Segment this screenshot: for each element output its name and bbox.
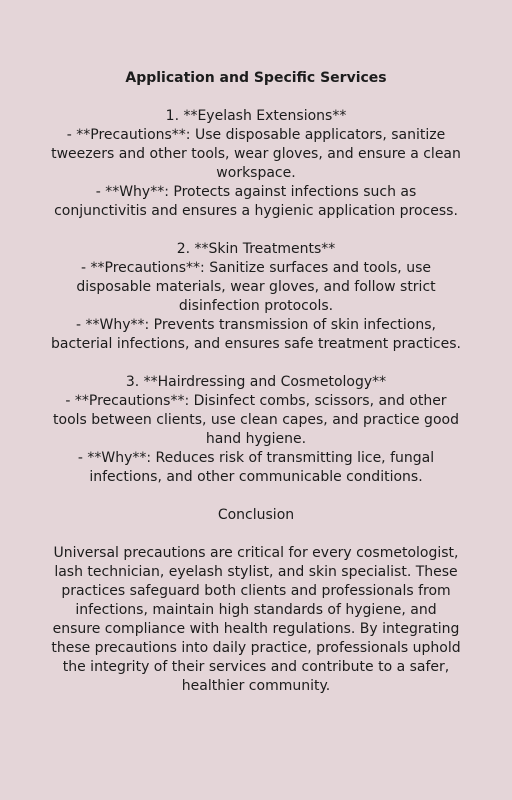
spacer — [0, 221, 512, 240]
spacer — [0, 354, 512, 373]
document-title: Application and Specific Services — [125, 70, 387, 86]
conclusion-section — [50, 506, 462, 696]
section-why: - **Why**: Prevents transmission of skin infections, bacterial infections, and ensures safe treatment practices. — [51, 317, 461, 352]
section-precautions: - **Precautions**: Disinfect combs, scissors, and other tools between clients, use clean capes, and practice good hand hygiene. — [53, 393, 459, 447]
spacer — [0, 487, 512, 506]
conclusion-text: Universal precautions are critical for every cosmetologist, lash technician, eyelash stylist, and skin specialist. These practices safeguard both clients and professionals from infections, maintain high standards of hygiene, and ensure compliance with health regulations. By integrating these precautions into daily practice, professionals uphold the integrity of their services and contribute to a safer, healthier community. — [51, 545, 461, 694]
spacer — [50, 525, 462, 544]
section-heading: 3. **Hairdressing and Cosmetology** — [125, 374, 387, 390]
section-heading: 2. **Skin Treatments** — [176, 241, 336, 257]
section-why: - **Why**: Reduces risk of transmitting lice, fungal infections, and other communicable conditions. — [77, 450, 435, 485]
conclusion-heading: Conclusion — [217, 507, 295, 523]
section-precautions: - **Precautions**: Use disposable applicators, sanitize tweezers and other tools, wear gloves, and ensure a clean workspace. — [51, 127, 461, 181]
section-hairdressing — [50, 373, 462, 487]
section-eyelash-extensions — [50, 107, 462, 221]
section-heading: 1. **Eyelash Extensions** — [165, 108, 347, 124]
section-why: - **Why**: Protects against infections such as conjunctivitis and ensures a hygienic application process. — [54, 184, 458, 219]
section-precautions: - **Precautions**: Sanitize surfaces and tools, use disposable materials, wear gloves, and follow strict disinfection protocols. — [76, 260, 436, 314]
section-skin-treatments — [50, 240, 462, 354]
